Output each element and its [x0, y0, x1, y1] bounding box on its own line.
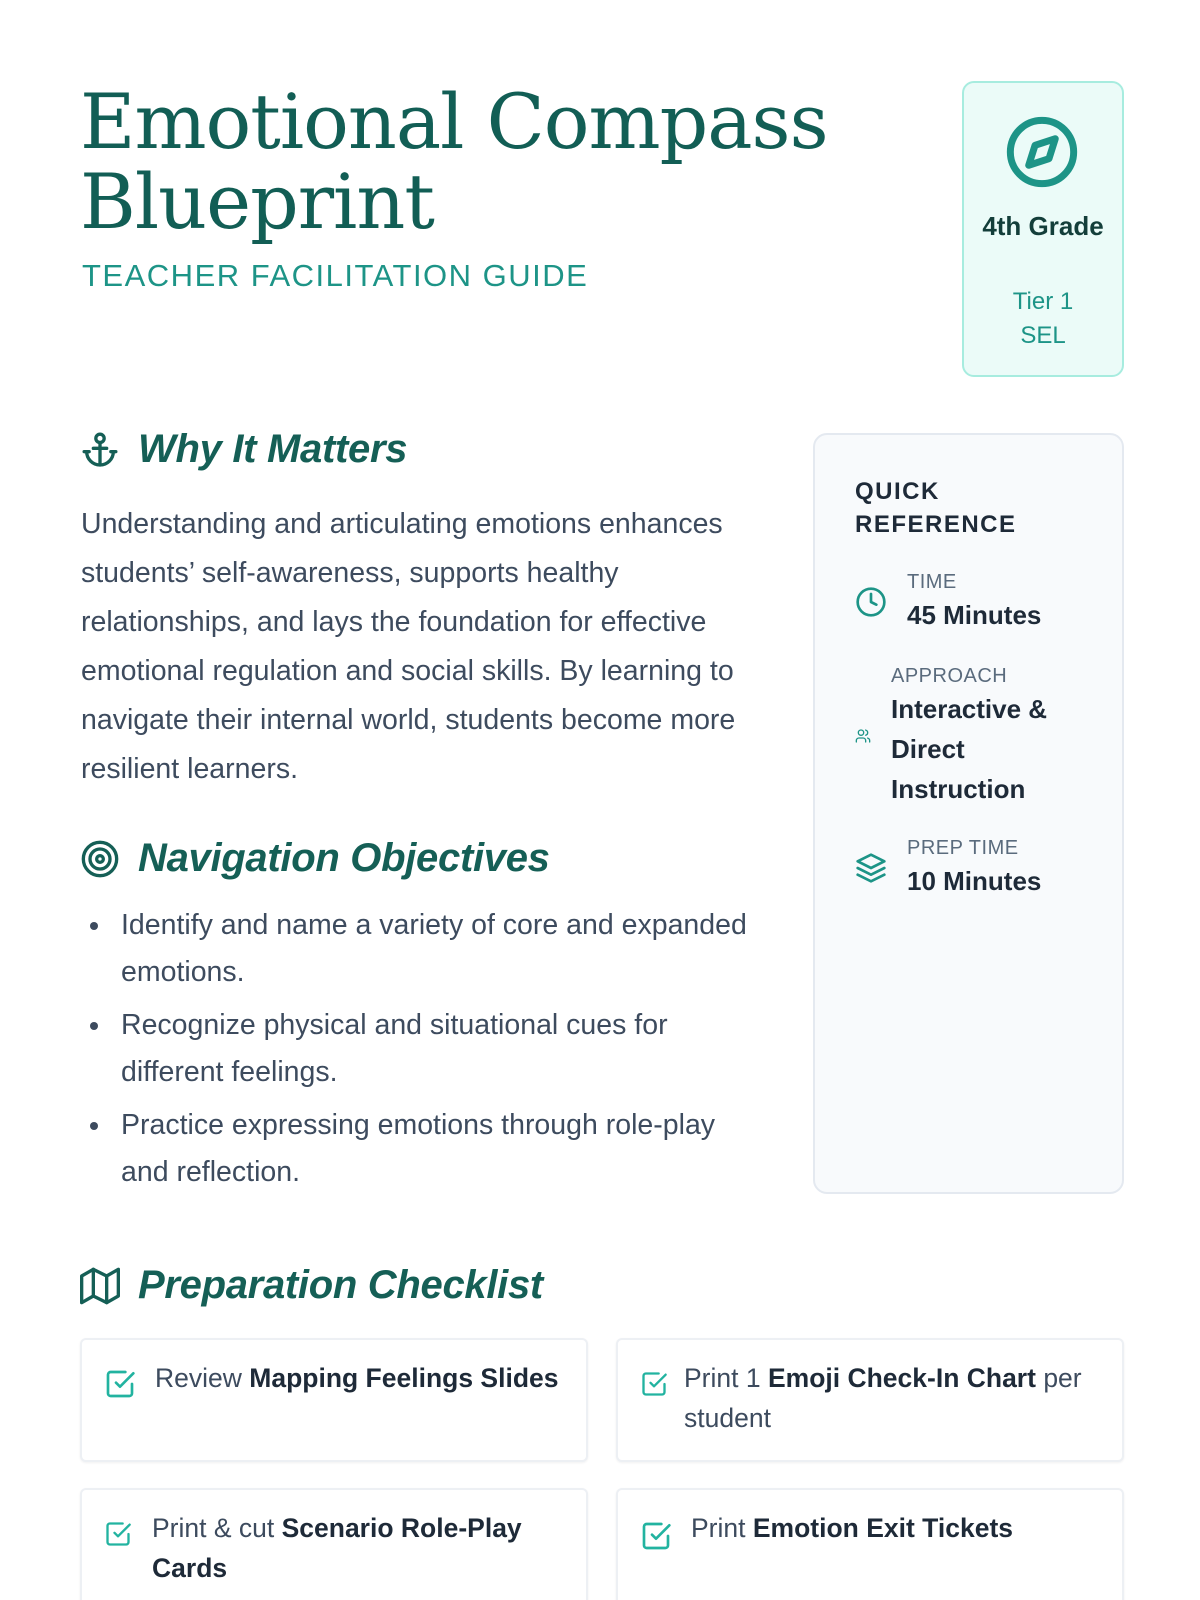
- grade-badge: [962, 81, 1124, 377]
- checklist-text: Print & cut Scenario Role-Play Cards: [152, 1513, 522, 1583]
- quick-ref-value: 45 Minutes: [907, 600, 1042, 630]
- grade-level: 4th Grade: [982, 211, 1104, 241]
- quick-ref-time: [855, 569, 1041, 635]
- list-item: Identify and name a variety of core and expanded emotions.: [80, 902, 760, 996]
- quick-reference-title: QUICK REFERENCE: [855, 478, 1017, 538]
- section-heading: Why It Matters: [138, 427, 408, 471]
- tier-label: Tier 1 SEL: [1012, 288, 1074, 349]
- why-it-matters-heading: [80, 427, 407, 472]
- quick-reference-panel: [813, 433, 1124, 1194]
- map-icon: [80, 1266, 120, 1306]
- check-square-icon: [104, 1520, 132, 1548]
- check-square-icon: [640, 1520, 672, 1552]
- quick-ref-value: 10 Minutes: [907, 866, 1042, 896]
- list-item: Recognize physical and situational cues for different feelings.: [80, 1002, 760, 1096]
- why-it-matters-body: Understanding and articulating emotions enhances students’ self-awareness, supports healthy relationships, and lays the foundation for effective emotional regulation and social skills. By learning to navigate their internal world, students become more resilient learners.: [81, 508, 736, 785]
- section-heading: Navigation Objectives: [138, 836, 550, 880]
- layers-icon: [855, 852, 887, 884]
- check-square-icon: [104, 1368, 136, 1400]
- compass-icon: [1004, 114, 1080, 190]
- check-square-icon: [640, 1370, 668, 1398]
- quick-ref-approach: [855, 663, 1095, 809]
- checklist-text: Print 1 Emoji Check-In Chart per student: [684, 1363, 1082, 1433]
- quick-ref-value: Interactive & Direct Instruction: [891, 694, 1048, 804]
- quick-ref-label: TIME: [907, 571, 957, 593]
- list-item: Practice expressing emotions through role-play and reflection.: [80, 1102, 760, 1196]
- page-subtitle: TEACHER FACILITATION GUIDE: [82, 258, 589, 293]
- objectives-heading: [80, 836, 550, 881]
- section-heading: Preparation Checklist: [138, 1263, 543, 1307]
- page-title: Emotional Compass Blueprint: [80, 77, 828, 246]
- objectives-list: [80, 902, 760, 1202]
- quick-ref-label: APPROACH: [891, 665, 1008, 687]
- checklist-item[interactable]: [616, 1488, 1124, 1600]
- checklist-item[interactable]: [80, 1488, 588, 1600]
- users-icon: [855, 728, 871, 744]
- anchor-icon: [80, 430, 120, 470]
- quick-ref-label: PREP TIME: [907, 837, 1019, 859]
- checklist-heading: [80, 1263, 543, 1308]
- checklist-item[interactable]: [616, 1338, 1124, 1462]
- checklist-item[interactable]: [80, 1338, 588, 1462]
- target-icon: [80, 839, 120, 879]
- quick-ref-prep-time: [855, 835, 1041, 901]
- checklist-text: Review Mapping Feelings Slides: [155, 1363, 559, 1393]
- checklist-text: Print Emotion Exit Tickets: [691, 1513, 1014, 1543]
- clock-icon: [855, 586, 887, 618]
